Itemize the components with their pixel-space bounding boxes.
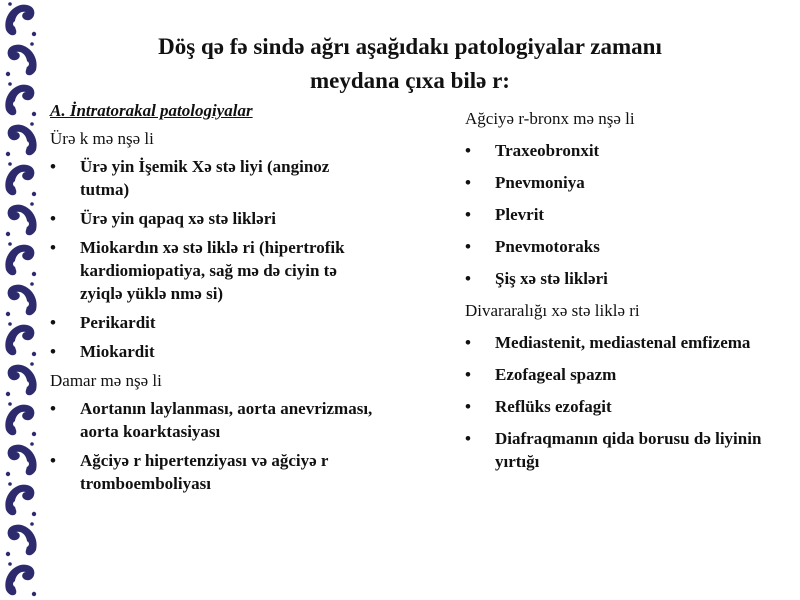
list-item: • Şiş xə stə likləri xyxy=(465,269,608,288)
list-item: • Perikardit xyxy=(50,313,156,332)
bullet-icon: • xyxy=(465,205,471,224)
bullet-icon: • xyxy=(465,237,471,256)
list-item: • Ağciyə r hipertenziyası və ağciyə r tromboemboliyası xyxy=(50,451,329,493)
lung-origin-list xyxy=(465,139,785,290)
bullet-icon: • xyxy=(50,313,56,332)
title-line-1: Döş qə fə sində ağrı aşağıdakı patologiyalar zamanı xyxy=(158,34,662,59)
bullet-icon: • xyxy=(465,333,471,352)
vessel-origin-list xyxy=(50,397,380,495)
vessel-origin-heading: Damar mə nşə li xyxy=(50,371,162,390)
title-line-2: meydana çıxa bilə r: xyxy=(310,68,510,93)
bullet-icon: • xyxy=(50,209,56,228)
list-item: • Plevrit xyxy=(465,205,545,224)
list-item: • Ürə yin qapaq xə stə likləri xyxy=(50,209,276,228)
paisley-pattern xyxy=(0,0,42,600)
left-column xyxy=(50,99,380,501)
list-item: • Diafraqmanın qida borusu də liyinin yırtığı xyxy=(465,429,762,471)
bullet-icon: • xyxy=(465,429,471,448)
bullet-icon: • xyxy=(465,173,471,192)
mediastinum-heading: Divararalığı xə stə liklə ri xyxy=(465,301,640,320)
bullet-icon: • xyxy=(465,397,471,416)
list-item: • Miokardit xyxy=(50,342,155,361)
list-item: • Miokardın xə stə liklə ri (hipertrofik kardiomiopatiya, sağ mə də ciyin tə zyiqlə yüklə nmə si) xyxy=(50,238,345,303)
bullet-icon: • xyxy=(50,238,56,257)
list-item: • Aortanın laylanması, aorta anevrizması, aorta koarktasiyası xyxy=(50,399,373,441)
bullet-icon: • xyxy=(465,365,471,384)
list-item: • Ezofageal spazm xyxy=(465,365,617,384)
list-item: • Mediastenit, mediastenal emfizema xyxy=(465,333,751,352)
right-column xyxy=(465,107,785,482)
bullet-icon: • xyxy=(465,269,471,288)
bullet-icon: • xyxy=(50,342,56,361)
list-item: • Traxeobronxit xyxy=(465,141,600,160)
list-item: • Reflüks ezofagit xyxy=(465,397,612,416)
bullet-icon: • xyxy=(465,141,471,160)
heart-origin-list xyxy=(50,155,380,363)
mediastinum-list xyxy=(465,331,785,473)
bullet-icon: • xyxy=(50,451,56,470)
list-item: • Ürə yin İşemik Xə stə liyi (anginoz tutma) xyxy=(50,157,330,199)
bullet-icon: • xyxy=(50,399,56,418)
decorative-paisley-border xyxy=(0,0,42,600)
bullet-icon: • xyxy=(50,157,56,176)
heart-origin-heading: Ürə k mə nşə li xyxy=(50,129,154,148)
list-item: • Pnevmotoraks xyxy=(465,237,600,256)
section-a-heading: A. İntratorakal patologiyalar xyxy=(50,101,253,120)
slide-title xyxy=(60,30,760,98)
list-item: • Pnevmoniya xyxy=(465,173,585,192)
lung-origin-heading: Ağciyə r-bronx mə nşə li xyxy=(465,109,635,128)
